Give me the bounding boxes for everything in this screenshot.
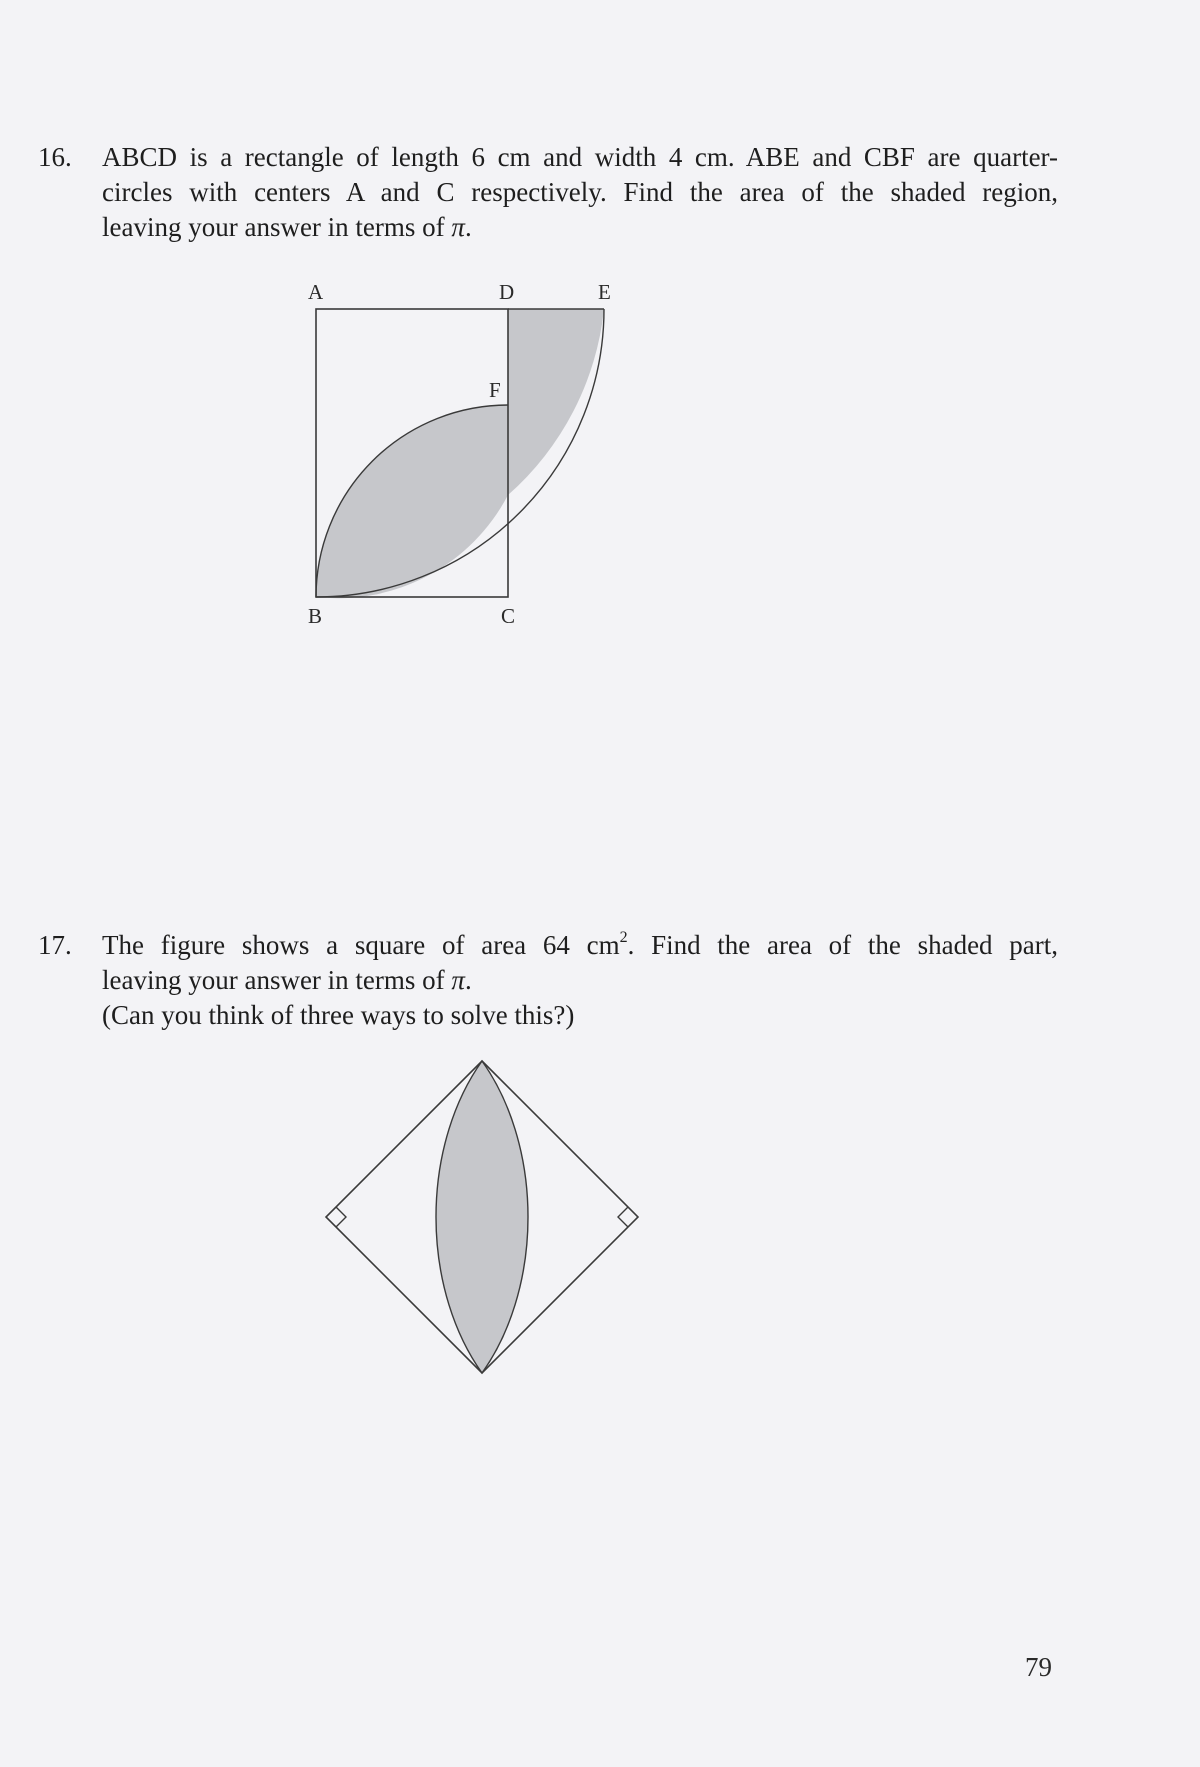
problem-line [102, 928, 1058, 963]
label-c: C [501, 604, 516, 628]
label-f: F [489, 378, 501, 402]
label-d: D [499, 280, 515, 304]
figure-square-lens [320, 1055, 650, 1375]
superscript: 2 [619, 929, 628, 946]
label-a: A [308, 280, 324, 304]
shaded-lens-region [316, 405, 508, 598]
problem-number: 17. [38, 930, 72, 960]
label-b: B [308, 604, 323, 628]
shaded-lens [436, 1061, 528, 1373]
label-e: E [598, 280, 611, 304]
problem-line-text: leaving your answer in terms of [102, 212, 452, 242]
problem-line [102, 963, 1058, 998]
problem-line: ABCD is a rectangle of length 6 cm and width 4 cm. ABE and CBF are quarter- [102, 142, 1058, 172]
right-angle-marker-right [618, 1207, 628, 1227]
problem-line: circles with centers A and C respectively. Find the area of the shaded region, [102, 177, 1058, 207]
pi-symbol: π [451, 212, 465, 242]
right-angle-marker-left [336, 1207, 346, 1227]
problem-line: (Can you think of three ways to solve this?) [102, 1000, 575, 1030]
problem-text [102, 140, 1058, 245]
problem-text [102, 928, 1058, 1033]
problem-line-text: leaving your answer in terms of [102, 965, 452, 995]
problem-number: 16. [38, 142, 72, 172]
pi-symbol: π [451, 965, 465, 995]
problem-line-text: The figure shows a square of area 64 cm [102, 930, 620, 960]
problem-line [102, 210, 1058, 245]
end-punctuation: . [464, 965, 472, 995]
figure-rectangle-quarter-circles [300, 275, 640, 635]
page-number: 79 [1025, 1652, 1052, 1682]
problem-line-text: . Find the area of the shaded part, [627, 930, 1059, 960]
end-punctuation: . [464, 212, 472, 242]
